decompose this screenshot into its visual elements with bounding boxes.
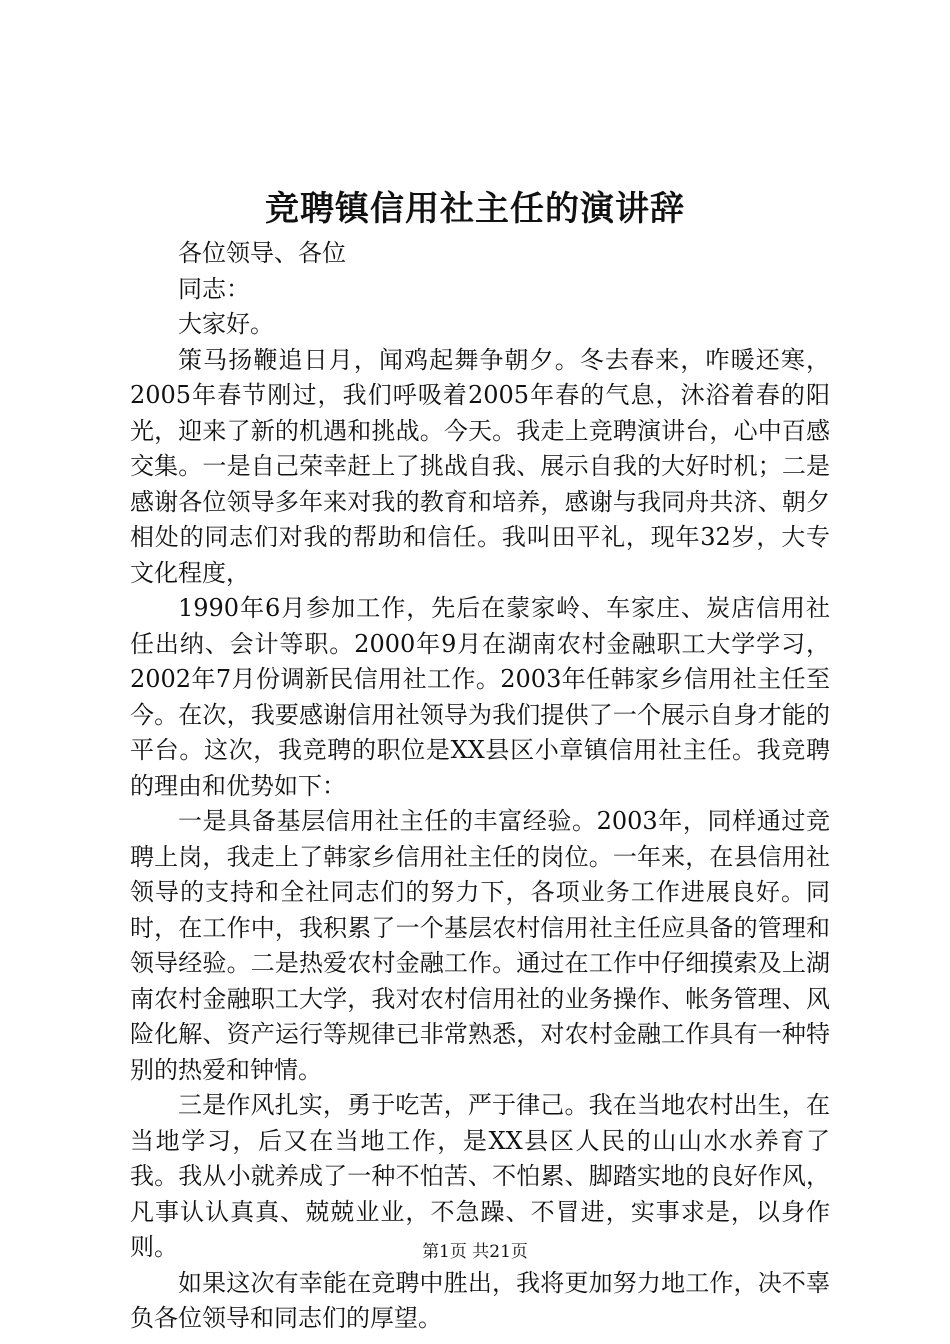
- greeting: 大家好。: [178, 310, 274, 338]
- document-body: [130, 236, 830, 1337]
- paragraph-intro: 策马扬鞭追日月，闻鸡起舞争朝夕。冬去春来，咋暖还寒，2005年春节刚过，我们呼吸着2005年春的气息，沐浴着春的阳光，迎来了新的机遇和挑战。今天。我走上竞聘演讲台，心中百感交集。一是自己荣幸赶上了挑战自我、展示自我的大好时机；二是感谢各位领导多年来对我的教育和培养，感谢与我同舟共济、朝夕相处的同志们对我的帮助和信任。我叫田平礼，现年32岁，大专文化程度，: [130, 345, 830, 587]
- document-title: 竞聘镇信用社主任的演讲辞: [265, 189, 685, 229]
- paragraph-closing: 如果这次有幸能在竞聘中胜出，我将更加努力地工作，决不辜负各位领导和同志们的厚望。: [130, 1268, 830, 1332]
- salutation-line-1: 各位领导、各位: [178, 239, 346, 267]
- salutation-line-2: 同志：: [178, 274, 250, 303]
- page-number: 第1页 共21页: [422, 1242, 528, 1262]
- paragraph-career: 1990年6月参加工作，先后在蒙家岭、车家庄、炭店信用社任出纳、会计等职。2000年9月在湖南农村金融职工大学学习，2002年7月份调新民信用社工作。2003年任韩家乡信用社主任至今。在次，我要感谢信用社领导为我们提供了一个展示自身才能的平台。这次，我竞聘的职位是XX县区小章镇信用社主任。我竞聘的理由和优势如下：: [130, 594, 830, 800]
- paragraph-work-style: 三是作风扎实，勇于吃苦，严于律己。我在当地农村出生，在当地学习，后又在当地工作，是XX县区人民的山山水水养育了我。我从小就养成了一种不怕苦、不怕累、脚踏实地的良好作风，凡事认认真真、兢兢业业，不急躁、不冒进，实事求是，以身作则。: [130, 1091, 830, 1261]
- paragraph-experience: 一是具备基层信用社主任的丰富经验。2003年，同样通过竞聘上岗，我走上了韩家乡信用社主任的岗位。一年来，在县信用社领导的支持和全社同志们的努力下，各项业务工作进展良好。同时，在工作中，我积累了一个基层农村信用社主任应具备的管理和领导经验。二是热爱农村金融工作。通过在工作中仔细摸索及上湖南农村金融职工大学，我对农村信用社的业务操作、帐务管理、风险化解、资产运行等规律已非常熟悉，对农村金融工作具有一种特别的热爱和钟情。: [130, 807, 830, 1084]
